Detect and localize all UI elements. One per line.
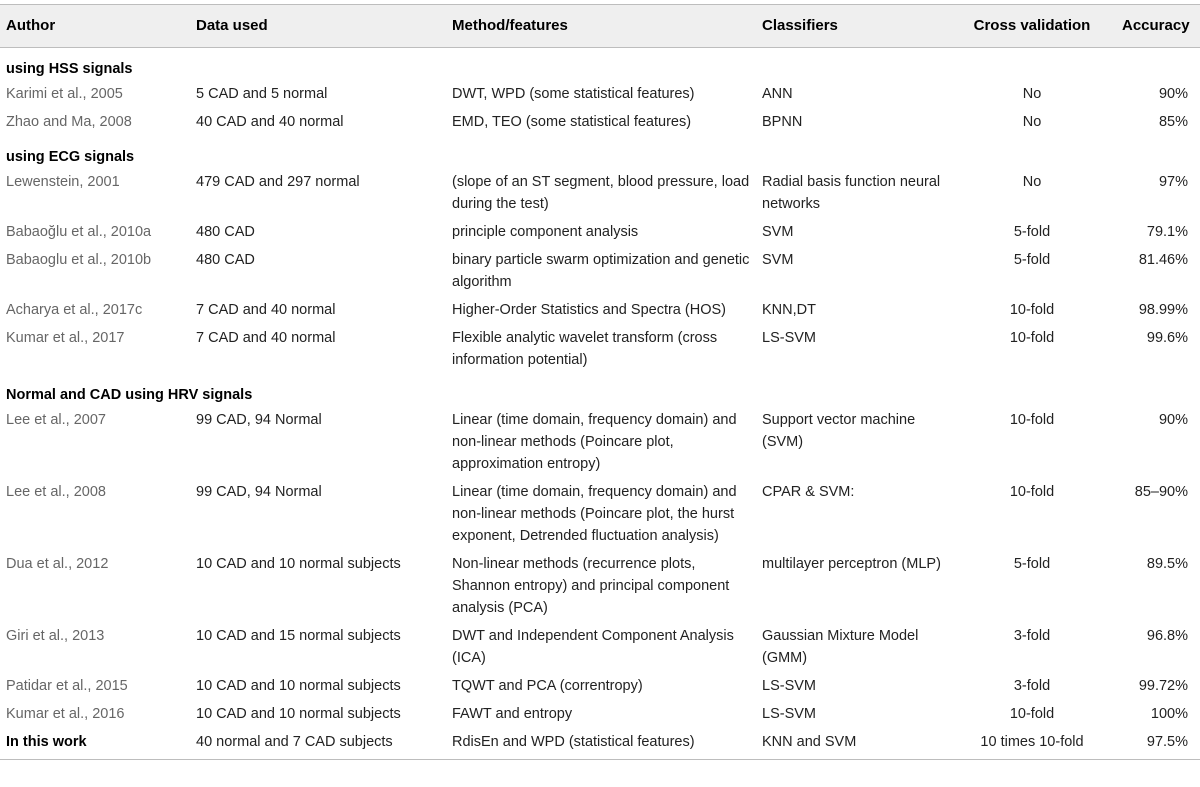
cell-accuracy: 98.99%	[1138, 302, 1188, 318]
cell-author: Lee et al., 2007	[6, 412, 106, 428]
cell-classifier: LS-SVM	[762, 330, 816, 346]
cell-cross-validation: 10 times 10-fold	[946, 728, 1116, 760]
cell-author: Karimi et al., 2005	[6, 86, 123, 102]
cell-accuracy: 90%	[1158, 412, 1188, 428]
cell-accuracy: 85%	[1158, 114, 1188, 130]
header-author: Author	[0, 5, 190, 48]
cell-data-used: 99 CAD, 94 Normal	[196, 412, 322, 428]
cell-author: Lewenstein, 2001	[6, 174, 120, 190]
cell-cross-validation: 3-fold	[1013, 628, 1051, 644]
header-cross-validation: Cross validation	[946, 5, 1116, 48]
cell-accuracy: 89.5%	[1146, 556, 1188, 572]
cell-method: Linear (time domain, frequency domain) and non-linear methods (Poincare plot, the hurst exponent, Detrended fluctuation analysis)	[452, 484, 737, 544]
cell-author: Dua et al., 2012	[6, 556, 109, 572]
header-row	[0, 5, 1200, 48]
header-method-features: Method/features	[446, 5, 756, 48]
cell-accuracy: 99.6%	[1146, 330, 1188, 346]
cell-cross-validation: 10-fold	[1009, 412, 1055, 428]
cell-cross-validation: 10-fold	[1009, 484, 1055, 500]
cell-cross-validation: 3-fold	[1013, 678, 1051, 694]
cell-cross-validation: 10-fold	[1009, 302, 1055, 318]
cell-method: binary particle swarm optimization and genetic algorithm	[452, 252, 750, 290]
section-row	[0, 48, 1200, 81]
section-title: using ECG signals	[6, 149, 135, 165]
cell-method: Higher-Order Statistics and Spectra (HOS)	[452, 302, 726, 318]
section-title: using HSS signals	[6, 61, 133, 77]
cell-accuracy: 79.1%	[1146, 224, 1188, 240]
section-row	[0, 374, 1200, 406]
table-row	[0, 324, 1200, 374]
cell-cross-validation: 10-fold	[1009, 706, 1055, 722]
cell-classifier: KNN,DT	[762, 302, 816, 318]
table-row	[0, 672, 1200, 700]
cell-method: DWT and Independent Component Analysis (ICA)	[452, 628, 734, 666]
cell-method: Linear (time domain, frequency domain) and non-linear methods (Poincare plot, approximation entropy)	[452, 412, 737, 472]
cell-method: DWT, WPD (some statistical features)	[452, 86, 695, 102]
cell-classifier: BPNN	[762, 114, 803, 130]
cell-cross-validation: No	[1022, 174, 1042, 190]
cell-data-used: 479 CAD and 297 normal	[196, 174, 360, 190]
cell-accuracy: 100%	[1150, 706, 1188, 722]
cell-classifier: Support vector machine (SVM)	[762, 412, 916, 450]
cell-method: EMD, TEO (some statistical features)	[452, 114, 692, 130]
table-row	[0, 406, 1200, 478]
cell-accuracy: 99.72%	[1138, 678, 1188, 694]
cell-accuracy: 90%	[1158, 86, 1188, 102]
header-accuracy: Accuracy	[1116, 5, 1200, 48]
header-classifiers: Classifiers	[756, 5, 946, 48]
table-row	[0, 478, 1200, 550]
section-title: Normal and CAD using HRV signals	[6, 387, 253, 403]
table-row	[0, 622, 1200, 672]
cell-author: Giri et al., 2013	[6, 628, 105, 644]
cell-method: (slope of an ST segment, blood pressure, load during the test)	[452, 174, 750, 212]
cell-data-used: 10 CAD and 10 normal subjects	[196, 706, 401, 722]
cell-accuracy: 97%	[1158, 174, 1188, 190]
cell-classifier: multilayer perceptron (MLP)	[762, 556, 941, 572]
cell-method: TQWT and PCA (correntropy)	[452, 678, 643, 694]
cell-author: Kumar et al., 2016	[6, 706, 125, 722]
cell-method: FAWT and entropy	[452, 706, 573, 722]
table-row	[0, 218, 1200, 246]
cell-author: Lee et al., 2008	[6, 484, 106, 500]
cell-method: RdisEn and WPD (statistical features)	[446, 728, 756, 760]
cell-data-used: 40 CAD and 40 normal	[196, 114, 344, 130]
cell-data-used: 40 normal and 7 CAD subjects	[190, 728, 446, 760]
cell-data-used: 5 CAD and 5 normal	[196, 86, 328, 102]
cell-data-used: 7 CAD and 40 normal	[196, 302, 336, 318]
cell-classifier: LS-SVM	[762, 678, 816, 694]
cell-author: Kumar et al., 2017	[6, 330, 125, 346]
cell-author: In this work	[0, 728, 190, 760]
table-row	[0, 550, 1200, 622]
comparison-table	[0, 4, 1200, 760]
table-row	[0, 168, 1200, 218]
cell-method: principle component analysis	[452, 224, 639, 240]
cell-cross-validation: 5-fold	[1013, 252, 1051, 268]
cell-data-used: 10 CAD and 10 normal subjects	[196, 556, 401, 572]
cell-data-used: 7 CAD and 40 normal	[196, 330, 336, 346]
table-row	[0, 296, 1200, 324]
cell-accuracy: 97.5%	[1116, 728, 1200, 760]
cell-method: Non-linear methods (recurrence plots, Shannon entropy) and principal component analysis (PCA)	[452, 556, 730, 616]
cell-classifier: CPAR & SVM:	[762, 484, 855, 500]
table-row	[0, 700, 1200, 728]
cell-classifier: LS-SVM	[762, 706, 816, 722]
cell-classifier: SVM	[762, 224, 794, 240]
cell-cross-validation: No	[1022, 86, 1042, 102]
cell-cross-validation: No	[1022, 114, 1042, 130]
cell-classifier: ANN	[762, 86, 793, 102]
cell-data-used: 10 CAD and 10 normal subjects	[196, 678, 401, 694]
table-row	[0, 108, 1200, 136]
cell-data-used: 10 CAD and 15 normal subjects	[196, 628, 401, 644]
header-data-used: Data used	[190, 5, 446, 48]
cell-classifier: Radial basis function neural networks	[762, 174, 941, 212]
cell-classifier: Gaussian Mixture Model (GMM)	[762, 628, 919, 666]
table-row	[0, 80, 1200, 108]
cell-data-used: 99 CAD, 94 Normal	[196, 484, 322, 500]
cell-classifier: KNN and SVM	[756, 728, 946, 760]
cell-cross-validation: 5-fold	[1013, 556, 1051, 572]
cell-author: Babaoğlu et al., 2010a	[6, 224, 152, 240]
cell-method: Flexible analytic wavelet transform (cross information potential)	[452, 330, 718, 368]
cell-author: Zhao and Ma, 2008	[6, 114, 132, 130]
cell-author: Babaoglu et al., 2010b	[6, 252, 152, 268]
cell-accuracy: 81.46%	[1138, 252, 1188, 268]
table-body	[0, 48, 1200, 760]
cell-accuracy: 85–90%	[1134, 484, 1188, 500]
cell-classifier: SVM	[762, 252, 794, 268]
cell-author: Patidar et al., 2015	[6, 678, 128, 694]
cell-accuracy: 96.8%	[1146, 628, 1188, 644]
cell-cross-validation: 5-fold	[1013, 224, 1051, 240]
section-row	[0, 136, 1200, 168]
table-row	[0, 728, 1200, 760]
table-row	[0, 246, 1200, 296]
cell-cross-validation: 10-fold	[1009, 330, 1055, 346]
table-header	[0, 5, 1200, 48]
cell-author: Acharya et al., 2017c	[6, 302, 143, 318]
cell-data-used: 480 CAD	[196, 252, 255, 268]
cell-data-used: 480 CAD	[196, 224, 255, 240]
